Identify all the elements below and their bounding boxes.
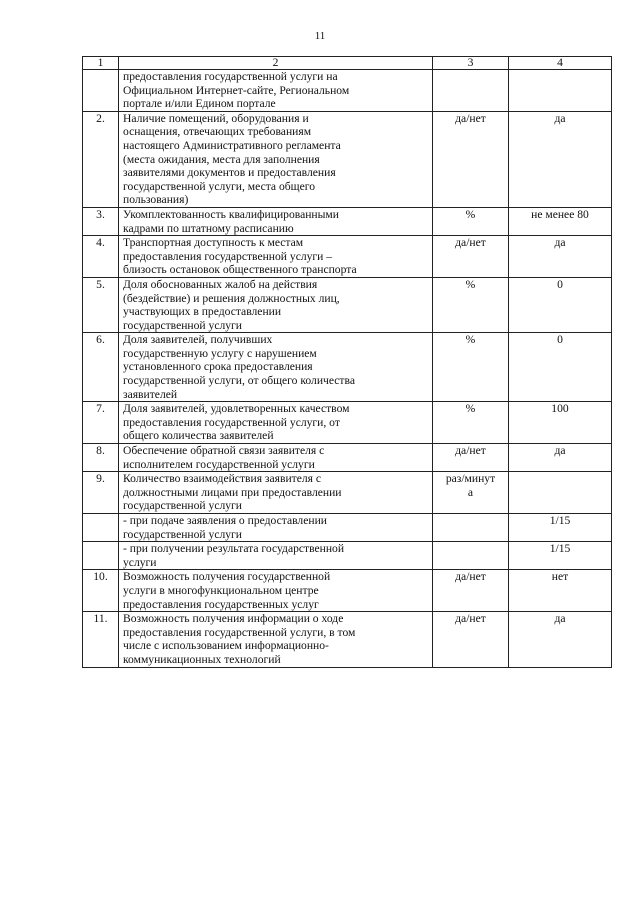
row-unit-text: % xyxy=(465,333,476,347)
row-number-text: 11. xyxy=(93,612,108,626)
row-unit-text: да/нет xyxy=(455,570,486,584)
table-row xyxy=(83,402,612,444)
row-value xyxy=(509,207,612,235)
table-row xyxy=(83,111,612,207)
row-value xyxy=(509,333,612,402)
header-cell-2: 2 xyxy=(119,57,433,70)
row-number-text: 8. xyxy=(96,444,105,458)
table-row xyxy=(83,570,612,612)
row-value-text: да xyxy=(554,236,566,250)
row-unit xyxy=(433,70,509,112)
row-unit xyxy=(433,472,509,514)
row-number xyxy=(83,472,119,514)
header-cell-4: 4 xyxy=(509,57,612,70)
row-number-text: 5. xyxy=(96,277,105,291)
row-number xyxy=(83,277,119,332)
row-indicator-text-text: Транспортная доступность к местам предоставления государственной услуги – близость остановок общественного транспорта xyxy=(123,236,357,277)
table-row xyxy=(83,542,612,570)
row-indicator-text-text: - при получении результата государственной услуги xyxy=(123,542,345,569)
row-number-text: 3. xyxy=(96,207,105,221)
table-body xyxy=(83,57,612,668)
row-number xyxy=(83,542,119,570)
table-row xyxy=(83,333,612,402)
row-number xyxy=(83,70,119,112)
row-indicator-text-text: Укомплектованность квалифицированными кадрами по штатному расписанию xyxy=(123,207,339,235)
row-value-text: 1/15 xyxy=(549,542,571,556)
row-unit xyxy=(433,333,509,402)
row-unit xyxy=(433,444,509,472)
row-number xyxy=(83,111,119,207)
row-unit-text: да/нет xyxy=(455,612,486,626)
row-value xyxy=(509,514,612,542)
row-number xyxy=(83,444,119,472)
row-value xyxy=(509,277,612,332)
row-unit xyxy=(433,612,509,667)
table-row xyxy=(83,444,612,472)
row-unit xyxy=(433,277,509,332)
row-indicator-text-text: Доля обоснованных жалоб на действия (бездействие) и решения должностных лиц, участвующих в предоставлении государственной услуги xyxy=(123,277,340,332)
row-value-text: 0 xyxy=(557,277,563,291)
row-indicator-text xyxy=(119,333,433,402)
row-value-text: да xyxy=(554,444,566,458)
row-indicator-text xyxy=(119,111,433,207)
row-indicator-text-text: предоставления государственной услуги на Официальном Интернет-сайте, Региональном портале и/или Едином портале xyxy=(123,70,350,111)
row-indicator-text xyxy=(119,612,433,667)
row-unit xyxy=(433,542,509,570)
row-indicator-text-text: - при подаче заявления о предоставлении государственной услуги xyxy=(123,514,327,541)
table-row xyxy=(83,612,612,667)
row-number xyxy=(83,402,119,444)
row-unit-text: да/нет xyxy=(455,111,486,125)
row-indicator-text xyxy=(119,542,433,570)
row-indicator-text xyxy=(119,402,433,444)
table-row xyxy=(83,472,612,514)
table-row xyxy=(83,514,612,542)
row-indicator-text-text: Доля заявителей, удовлетворенных качеством предоставления государственной услуги, от общего количества заявителей xyxy=(123,402,350,443)
row-value-text: 0 xyxy=(557,333,563,347)
row-number-text: 2. xyxy=(96,111,105,125)
row-value xyxy=(509,402,612,444)
row-number xyxy=(83,570,119,612)
table-row xyxy=(83,236,612,278)
table-header-row xyxy=(83,57,612,70)
row-unit-text: да/нет xyxy=(455,236,486,250)
row-value xyxy=(509,570,612,612)
indicators-table xyxy=(82,56,612,668)
row-number-text: 10. xyxy=(93,570,108,584)
row-indicator-text xyxy=(119,277,433,332)
row-unit xyxy=(433,111,509,207)
row-value-text: да xyxy=(554,111,566,125)
table-row xyxy=(83,277,612,332)
row-indicator-text-text: Доля заявителей, получивших государственную услугу с нарушением установленного срока предоставления государственной услуги, от общего количества заявителей xyxy=(123,333,355,401)
row-unit-text: раз/минут а xyxy=(445,472,496,499)
table-row xyxy=(83,207,612,235)
row-indicator-text-text: Возможность получения информации о ходе предоставления государственной услуги, в том числе с использованием информационно- коммуникационных технологий xyxy=(123,612,356,666)
row-indicator-text-text: Возможность получения государственной услуги в многофункциональном центре предоставления государственных услуг xyxy=(123,570,331,611)
row-number xyxy=(83,612,119,667)
row-indicator-text xyxy=(119,207,433,235)
row-indicator-text xyxy=(119,444,433,472)
row-value-text: да xyxy=(554,612,566,626)
row-unit-text: % xyxy=(465,277,476,291)
row-value xyxy=(509,236,612,278)
row-number xyxy=(83,207,119,235)
row-indicator-text-text: Обеспечение обратной связи заявителя с исполнителем государственной услуги xyxy=(123,444,325,471)
row-unit-text: да/нет xyxy=(455,444,486,458)
row-indicator-text-text: Наличие помещений, оборудования и оснащения, отвечающих требованиям настоящего Административного регламента (места ожидания, места для заполнения заявителями документов и предоставления государственной услуги, места общего пользования) xyxy=(123,111,341,207)
row-unit xyxy=(433,514,509,542)
row-value-text: не менее 80 xyxy=(531,207,589,221)
header-cell-1: 1 xyxy=(83,57,119,70)
row-indicator-text xyxy=(119,472,433,514)
row-value xyxy=(509,70,612,112)
row-unit-text: % xyxy=(465,207,476,221)
row-number-text: 7. xyxy=(96,402,105,416)
row-unit xyxy=(433,402,509,444)
row-number xyxy=(83,514,119,542)
row-value-text: 1/15 xyxy=(549,514,571,527)
row-indicator-text xyxy=(119,236,433,278)
row-number-text: 9. xyxy=(96,472,105,486)
row-value xyxy=(509,444,612,472)
row-unit xyxy=(433,207,509,235)
row-unit-text: % xyxy=(465,402,476,416)
row-value xyxy=(509,472,612,514)
row-unit xyxy=(433,236,509,278)
row-number-text: 6. xyxy=(96,333,105,347)
row-indicator-text xyxy=(119,570,433,612)
row-value xyxy=(509,111,612,207)
row-value-text: нет xyxy=(551,570,569,584)
row-indicator-text xyxy=(119,514,433,542)
table-row xyxy=(83,70,612,112)
row-indicator-text-text: Количество взаимодействия заявителя с должностными лицами при предоставлении государственной услуги xyxy=(123,472,342,513)
row-value xyxy=(509,612,612,667)
header-cell-3: 3 xyxy=(433,57,509,70)
row-number xyxy=(83,333,119,402)
row-value-text: 100 xyxy=(551,402,569,416)
row-number xyxy=(83,236,119,278)
row-number-text: 4. xyxy=(96,236,105,250)
row-value xyxy=(509,542,612,570)
row-indicator-text xyxy=(119,70,433,112)
page-number: 11 xyxy=(314,30,326,42)
row-unit xyxy=(433,570,509,612)
